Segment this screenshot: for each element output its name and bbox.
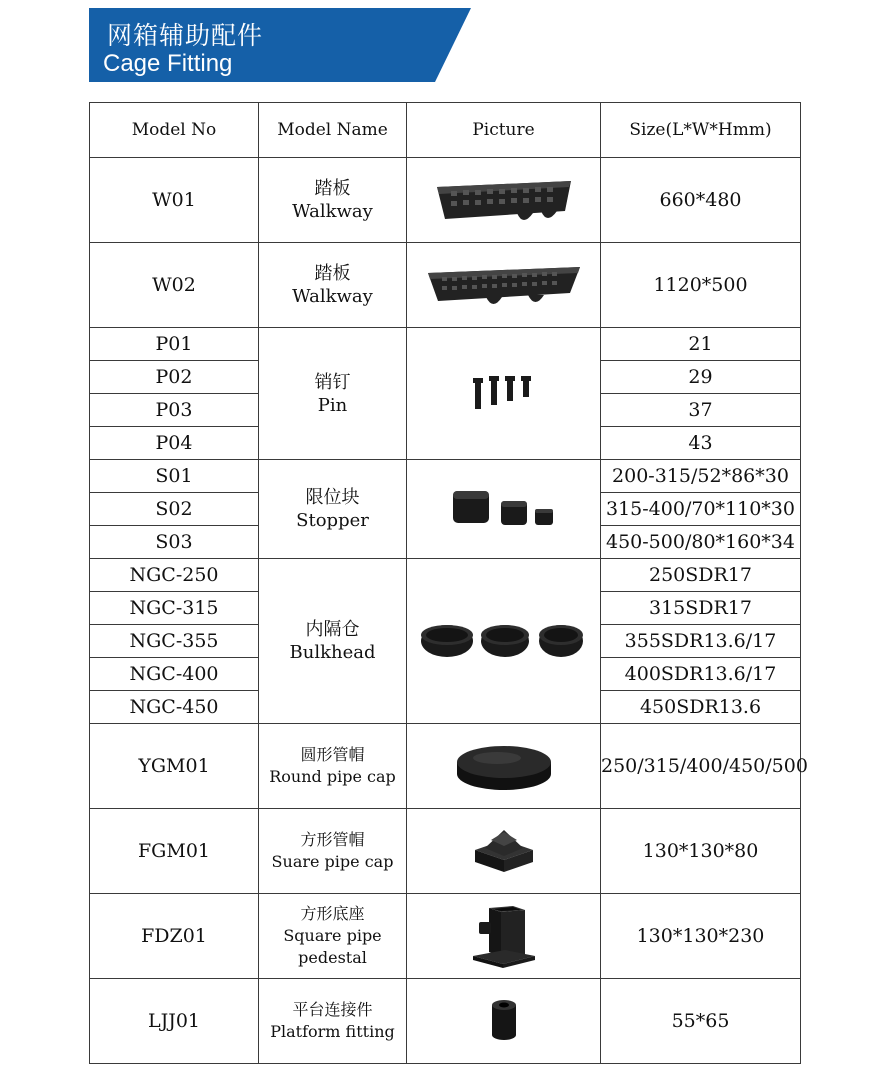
- model-name-cn: 方形管帽: [300, 830, 365, 849]
- table-row: [90, 158, 801, 243]
- model-no: NGC-355: [90, 625, 259, 658]
- model-name-en: Bulkhead: [289, 642, 376, 663]
- header-title-en: Cage Fitting: [103, 50, 233, 77]
- size-value: 315-400/70*110*30: [601, 493, 801, 526]
- model-no: LJJ01: [90, 979, 259, 1064]
- model-name-en: Suare pipe cap: [271, 852, 394, 871]
- size-value: 21: [601, 328, 801, 361]
- table-row: [90, 243, 801, 328]
- size-value: 130*130*230: [601, 894, 801, 979]
- model-name-en-line2: pedestal: [298, 948, 367, 967]
- model-name: [259, 809, 407, 894]
- model-name-en: Walkway: [292, 286, 373, 307]
- size-value: 1120*500: [601, 243, 801, 328]
- walkway-image: [429, 167, 579, 233]
- model-no: S03: [90, 526, 259, 559]
- column-header-model-name: Model Name: [259, 103, 407, 158]
- model-no: NGC-250: [90, 559, 259, 592]
- table-row: [90, 328, 801, 361]
- table-row: [90, 809, 801, 894]
- size-value: 37: [601, 394, 801, 427]
- size-value: 315SDR17: [601, 592, 801, 625]
- model-no: FGM01: [90, 809, 259, 894]
- model-name-en: Stopper: [296, 510, 369, 531]
- model-name: [259, 328, 407, 460]
- model-no: S01: [90, 460, 259, 493]
- model-no: FDZ01: [90, 894, 259, 979]
- model-no: P02: [90, 361, 259, 394]
- model-name-cn: 销钉: [314, 371, 351, 393]
- model-no: P04: [90, 427, 259, 460]
- picture-cell: [407, 243, 601, 328]
- model-name-cn: 踏板: [314, 263, 351, 284]
- stopper-image: [449, 487, 559, 531]
- picture-cell: [407, 809, 601, 894]
- table-header-row: [90, 103, 801, 158]
- model-no: P03: [90, 394, 259, 427]
- size-value: 55*65: [601, 979, 801, 1064]
- size-value: 29: [601, 361, 801, 394]
- model-name-cn: 圆形管帽: [300, 745, 365, 764]
- model-name-cn: 平台连接件: [292, 1000, 373, 1019]
- size-value: 130*130*80: [601, 809, 801, 894]
- size-value: 250SDR17: [601, 559, 801, 592]
- square-cap-image: [469, 826, 539, 876]
- table-row: [90, 460, 801, 493]
- model-no: NGC-400: [90, 658, 259, 691]
- size-value: 355SDR13.6/17: [601, 625, 801, 658]
- platform-fitting-image: [484, 997, 524, 1045]
- model-name: [259, 158, 407, 243]
- round-cap-image: [449, 738, 559, 794]
- size-value: 250/315/400/450/500: [601, 724, 801, 809]
- fittings-table: [89, 102, 808, 1064]
- picture-cell: [407, 328, 601, 460]
- picture-cell: [407, 724, 601, 809]
- walkway-image: [424, 255, 584, 315]
- model-name: [259, 460, 407, 559]
- model-no: S02: [90, 493, 259, 526]
- model-name-cn: 踏板: [314, 178, 351, 199]
- model-no: YGM01: [90, 724, 259, 809]
- model-name: [259, 559, 407, 724]
- table-row: [90, 979, 801, 1064]
- model-no: W01: [90, 158, 259, 243]
- table-row: [90, 724, 801, 809]
- pedestal-image: [469, 900, 539, 972]
- model-name-cn: 内隔仓: [305, 619, 360, 640]
- model-name-en-line1: Square pipe: [283, 926, 382, 945]
- header-title-cn: 网箱辅助配件: [107, 21, 264, 50]
- model-name: [259, 894, 407, 979]
- size-value: 660*480: [601, 158, 801, 243]
- model-name-en: Platform fitting: [270, 1022, 395, 1041]
- picture-cell: [407, 460, 601, 559]
- model-name-cn: 限位块: [305, 487, 360, 508]
- model-name: [259, 724, 407, 809]
- column-header-model-no: Model No: [90, 103, 259, 158]
- model-name-en: Walkway: [292, 201, 373, 222]
- model-name: [259, 979, 407, 1064]
- column-header-picture: Picture: [407, 103, 601, 158]
- bulkhead-image: [419, 619, 589, 663]
- table-row: [90, 894, 801, 979]
- model-no: NGC-315: [90, 592, 259, 625]
- model-no: NGC-450: [90, 691, 259, 724]
- picture-cell: [407, 158, 601, 243]
- model-name-cn: 方形底座: [300, 904, 365, 923]
- model-name: [259, 243, 407, 328]
- pin-image: [469, 374, 539, 414]
- column-header-size: Size(L*W*Hmm): [601, 103, 801, 158]
- table-row: [90, 559, 801, 592]
- model-name-en: Round pipe cap: [269, 767, 396, 786]
- picture-cell: [407, 979, 601, 1064]
- size-value: 400SDR13.6/17: [601, 658, 801, 691]
- header-banner: [89, 8, 471, 82]
- model-no: W02: [90, 243, 259, 328]
- size-value: 450SDR13.6: [601, 691, 801, 724]
- picture-cell: [407, 559, 601, 724]
- size-value: 450-500/80*160*34: [601, 526, 801, 559]
- size-value: 200-315/52*86*30: [601, 460, 801, 493]
- model-name-en: Pin: [317, 394, 348, 416]
- model-no: P01: [90, 328, 259, 361]
- picture-cell: [407, 894, 601, 979]
- size-value: 43: [601, 427, 801, 460]
